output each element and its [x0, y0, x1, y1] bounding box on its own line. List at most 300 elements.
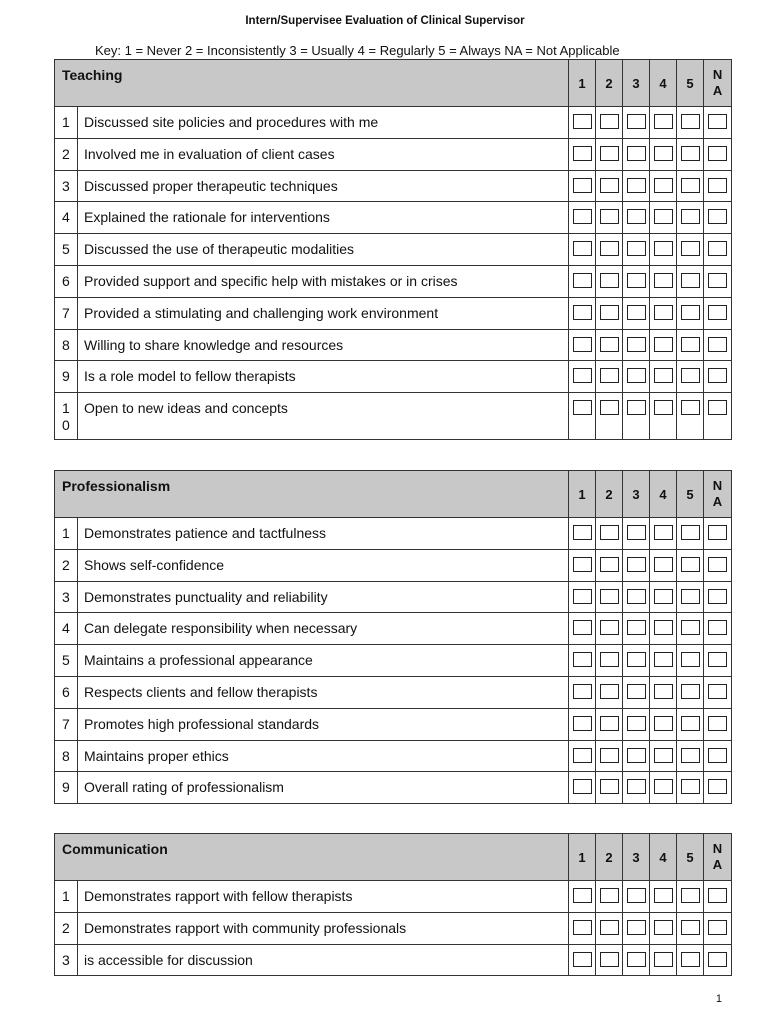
- rating-checkbox-na[interactable]: [708, 748, 727, 763]
- item-text: Provided support and specific help with mistakes or in crises: [78, 265, 569, 297]
- rating-checkbox-5[interactable]: [681, 748, 700, 763]
- rating-checkbox-4[interactable]: [654, 209, 673, 224]
- rating-cell: [623, 265, 650, 297]
- table-row: [55, 581, 732, 613]
- rating-cell: [596, 138, 623, 170]
- rating-checkbox-na[interactable]: [708, 716, 727, 731]
- item-text: Demonstrates patience and tactfulness: [78, 518, 569, 550]
- rating-cell: [677, 944, 704, 976]
- rating-checkbox-1[interactable]: [573, 209, 592, 224]
- rating-checkbox-5[interactable]: [681, 716, 700, 731]
- section-title: Communication: [55, 834, 569, 881]
- rating-cell: [623, 202, 650, 234]
- rating-checkbox-2[interactable]: [600, 400, 619, 415]
- rating-checkbox-4[interactable]: [654, 557, 673, 572]
- rating-label-na: [704, 471, 732, 518]
- rating-checkbox-4[interactable]: [654, 178, 673, 193]
- rating-checkbox-3[interactable]: [627, 209, 646, 224]
- rating-cell: [704, 613, 732, 645]
- rating-cell: [623, 944, 650, 976]
- rating-checkbox-5[interactable]: [681, 337, 700, 352]
- item-text: Promotes high professional standards: [78, 708, 569, 740]
- rating-checkbox-na[interactable]: [708, 888, 727, 903]
- rating-cell: [623, 708, 650, 740]
- section-header-row: [55, 471, 732, 518]
- item-number: 10: [55, 393, 78, 440]
- rating-checkbox-1[interactable]: [573, 400, 592, 415]
- rating-label-5: 5: [677, 471, 704, 518]
- rating-checkbox-1[interactable]: [573, 952, 592, 967]
- rating-checkbox-2[interactable]: [600, 779, 619, 794]
- table-row: [55, 297, 732, 329]
- rating-cell: [623, 740, 650, 772]
- rating-checkbox-4[interactable]: [654, 305, 673, 320]
- rating-checkbox-4[interactable]: [654, 620, 673, 635]
- rating-checkbox-na[interactable]: [708, 368, 727, 383]
- rating-checkbox-1[interactable]: [573, 241, 592, 256]
- rating-checkbox-4[interactable]: [654, 273, 673, 288]
- table-row: [55, 234, 732, 266]
- rating-checkbox-3[interactable]: [627, 779, 646, 794]
- rating-checkbox-4[interactable]: [654, 920, 673, 935]
- rating-label-2: 2: [596, 60, 623, 107]
- rating-checkbox-3[interactable]: [627, 748, 646, 763]
- rating-checkbox-2[interactable]: [600, 241, 619, 256]
- na-label-part: A: [712, 494, 723, 509]
- rating-cell: [650, 645, 677, 677]
- rating-checkbox-1[interactable]: [573, 920, 592, 935]
- item-number: 2: [55, 912, 78, 944]
- table-row: [55, 645, 732, 677]
- rating-label-3: 3: [623, 834, 650, 881]
- table-row: [55, 518, 732, 550]
- rating-cell: [650, 202, 677, 234]
- rating-checkbox-2[interactable]: [600, 748, 619, 763]
- rating-checkbox-2[interactable]: [600, 920, 619, 935]
- item-number: 3: [55, 581, 78, 613]
- rating-cell: [623, 645, 650, 677]
- rating-cell: [704, 881, 732, 913]
- rating-cell: [650, 107, 677, 139]
- rating-checkbox-3[interactable]: [627, 114, 646, 129]
- rating-cell: [650, 297, 677, 329]
- table-row: [55, 613, 732, 645]
- rating-checkbox-5[interactable]: [681, 114, 700, 129]
- rating-cell: [704, 581, 732, 613]
- rating-checkbox-5[interactable]: [681, 209, 700, 224]
- rating-checkbox-1[interactable]: [573, 888, 592, 903]
- rating-checkbox-3[interactable]: [627, 920, 646, 935]
- item-text: Is a role model to fellow therapists: [78, 361, 569, 393]
- rating-checkbox-2[interactable]: [600, 716, 619, 731]
- rating-checkbox-5[interactable]: [681, 952, 700, 967]
- rating-checkbox-1[interactable]: [573, 337, 592, 352]
- rating-checkbox-2[interactable]: [600, 525, 619, 540]
- rating-checkbox-2[interactable]: [600, 888, 619, 903]
- rating-cell: [596, 708, 623, 740]
- rating-checkbox-3[interactable]: [627, 178, 646, 193]
- rating-cell: [677, 138, 704, 170]
- rating-checkbox-na[interactable]: [708, 652, 727, 667]
- item-number: 5: [55, 645, 78, 677]
- rating-checkbox-5[interactable]: [681, 241, 700, 256]
- rating-cell: [569, 676, 596, 708]
- item-number: 2: [55, 138, 78, 170]
- rating-checkbox-na[interactable]: [708, 557, 727, 572]
- rating-checkbox-2[interactable]: [600, 589, 619, 604]
- rating-checkbox-3[interactable]: [627, 589, 646, 604]
- item-number: 4: [55, 613, 78, 645]
- rating-checkbox-3[interactable]: [627, 525, 646, 540]
- rating-cell: [623, 297, 650, 329]
- rating-label-na: [704, 834, 732, 881]
- rating-cell: [650, 881, 677, 913]
- form-title: Intern/Supervisee Evaluation of Clinical Supervisor: [245, 15, 525, 27]
- rating-cell: [596, 518, 623, 550]
- rating-cell: [569, 138, 596, 170]
- rating-cell: [677, 645, 704, 677]
- rating-checkbox-4[interactable]: [654, 525, 673, 540]
- item-text: is accessible for discussion: [78, 944, 569, 976]
- rating-cell: [569, 265, 596, 297]
- rating-cell: [704, 361, 732, 393]
- rating-cell: [569, 202, 596, 234]
- rating-cell: [650, 170, 677, 202]
- section-teaching: [54, 59, 731, 440]
- rating-cell: [623, 518, 650, 550]
- rating-cell: [677, 234, 704, 266]
- rating-cell: [650, 912, 677, 944]
- rating-cell: [569, 170, 596, 202]
- rating-checkbox-1[interactable]: [573, 178, 592, 193]
- rating-checkbox-4[interactable]: [654, 589, 673, 604]
- rating-cell: [704, 170, 732, 202]
- rating-checkbox-2[interactable]: [600, 620, 619, 635]
- item-number: 1: [55, 518, 78, 550]
- rating-cell: [677, 676, 704, 708]
- rating-checkbox-3[interactable]: [627, 146, 646, 161]
- rating-checkbox-na[interactable]: [708, 400, 727, 415]
- rating-checkbox-5[interactable]: [681, 557, 700, 572]
- rating-checkbox-5[interactable]: [681, 888, 700, 903]
- rating-checkbox-1[interactable]: [573, 557, 592, 572]
- item-text: Respects clients and fellow therapists: [78, 676, 569, 708]
- rating-checkbox-5[interactable]: [681, 589, 700, 604]
- rating-checkbox-5[interactable]: [681, 920, 700, 935]
- rating-cell: [569, 772, 596, 804]
- item-number: 8: [55, 740, 78, 772]
- rating-checkbox-5[interactable]: [681, 146, 700, 161]
- rating-cell: [704, 202, 732, 234]
- item-text: Can delegate responsibility when necessary: [78, 613, 569, 645]
- rating-cell: [596, 581, 623, 613]
- section-title: Teaching: [55, 60, 569, 107]
- rating-checkbox-2[interactable]: [600, 557, 619, 572]
- rating-checkbox-na[interactable]: [708, 779, 727, 794]
- rating-checkbox-4[interactable]: [654, 241, 673, 256]
- rating-checkbox-5[interactable]: [681, 652, 700, 667]
- item-number: 1: [55, 107, 78, 139]
- rating-checkbox-3[interactable]: [627, 620, 646, 635]
- rating-checkbox-1[interactable]: [573, 652, 592, 667]
- rating-cell: [704, 107, 732, 139]
- rating-cell: [569, 393, 596, 440]
- rating-checkbox-5[interactable]: [681, 305, 700, 320]
- rating-checkbox-4[interactable]: [654, 400, 673, 415]
- rating-cell: [677, 581, 704, 613]
- rating-checkbox-5[interactable]: [681, 684, 700, 699]
- rating-checkbox-3[interactable]: [627, 716, 646, 731]
- item-number: 5: [55, 234, 78, 266]
- rating-cell: [623, 329, 650, 361]
- rating-label-1: 1: [569, 471, 596, 518]
- rating-checkbox-na[interactable]: [708, 241, 727, 256]
- table-row: [55, 393, 732, 440]
- rating-cell: [623, 234, 650, 266]
- rating-cell: [677, 708, 704, 740]
- rating-cell: [623, 772, 650, 804]
- rating-table: [54, 833, 732, 976]
- rating-label-1: 1: [569, 834, 596, 881]
- rating-checkbox-2[interactable]: [600, 146, 619, 161]
- rating-checkbox-4[interactable]: [654, 337, 673, 352]
- rating-checkbox-2[interactable]: [600, 178, 619, 193]
- rating-checkbox-4[interactable]: [654, 952, 673, 967]
- rating-cell: [569, 708, 596, 740]
- na-label-part: A: [712, 857, 723, 872]
- rating-checkbox-1[interactable]: [573, 368, 592, 383]
- rating-cell: [677, 265, 704, 297]
- rating-checkbox-5[interactable]: [681, 368, 700, 383]
- item-number: 3: [55, 944, 78, 976]
- rating-checkbox-2[interactable]: [600, 305, 619, 320]
- page-number: 1: [715, 993, 722, 1005]
- rating-checkbox-1[interactable]: [573, 684, 592, 699]
- item-text: Shows self-confidence: [78, 549, 569, 581]
- item-text: Overall rating of professionalism: [78, 772, 569, 804]
- rating-checkbox-1[interactable]: [573, 305, 592, 320]
- rating-cell: [650, 740, 677, 772]
- rating-cell: [623, 549, 650, 581]
- rating-checkbox-2[interactable]: [600, 952, 619, 967]
- rating-cell: [677, 107, 704, 139]
- rating-cell: [596, 265, 623, 297]
- rating-checkbox-3[interactable]: [627, 557, 646, 572]
- rating-checkbox-4[interactable]: [654, 779, 673, 794]
- rating-checkbox-1[interactable]: [573, 779, 592, 794]
- item-text: Willing to share knowledge and resources: [78, 329, 569, 361]
- table-row: [55, 708, 732, 740]
- item-number: 6: [55, 265, 78, 297]
- rating-checkbox-4[interactable]: [654, 146, 673, 161]
- rating-checkbox-1[interactable]: [573, 146, 592, 161]
- rating-checkbox-na[interactable]: [708, 146, 727, 161]
- rating-cell: [623, 393, 650, 440]
- rating-checkbox-1[interactable]: [573, 525, 592, 540]
- rating-cell: [704, 676, 732, 708]
- rating-checkbox-na[interactable]: [708, 620, 727, 635]
- rating-cell: [623, 170, 650, 202]
- rating-checkbox-na[interactable]: [708, 337, 727, 352]
- rating-checkbox-5[interactable]: [681, 525, 700, 540]
- rating-cell: [569, 518, 596, 550]
- rating-checkbox-3[interactable]: [627, 273, 646, 288]
- rating-cell: [677, 361, 704, 393]
- section-header-row: [55, 834, 732, 881]
- item-text: Involved me in evaluation of client cases: [78, 138, 569, 170]
- rating-checkbox-4[interactable]: [654, 888, 673, 903]
- rating-cell: [569, 912, 596, 944]
- table-row: [55, 740, 732, 772]
- item-number: 2: [55, 549, 78, 581]
- rating-cell: [623, 912, 650, 944]
- item-number: 9: [55, 361, 78, 393]
- rating-checkbox-na[interactable]: [708, 273, 727, 288]
- rating-checkbox-3[interactable]: [627, 888, 646, 903]
- rating-checkbox-na[interactable]: [708, 305, 727, 320]
- table-row: [55, 549, 732, 581]
- rating-cell: [596, 944, 623, 976]
- rating-checkbox-2[interactable]: [600, 209, 619, 224]
- rating-cell: [677, 740, 704, 772]
- table-row: [55, 944, 732, 976]
- rating-cell: [623, 613, 650, 645]
- rating-checkbox-4[interactable]: [654, 684, 673, 699]
- rating-cell: [596, 676, 623, 708]
- rating-cell: [704, 772, 732, 804]
- rating-cell: [596, 107, 623, 139]
- rating-checkbox-5[interactable]: [681, 779, 700, 794]
- rating-checkbox-na[interactable]: [708, 684, 727, 699]
- rating-cell: [596, 881, 623, 913]
- rating-cell: [704, 912, 732, 944]
- rating-checkbox-4[interactable]: [654, 652, 673, 667]
- item-text: Maintains proper ethics: [78, 740, 569, 772]
- rating-checkbox-na[interactable]: [708, 525, 727, 540]
- rating-cell: [650, 393, 677, 440]
- rating-label-5: 5: [677, 60, 704, 107]
- rating-cell: [704, 740, 732, 772]
- rating-checkbox-3[interactable]: [627, 684, 646, 699]
- table-row: [55, 676, 732, 708]
- rating-cell: [650, 944, 677, 976]
- item-text: Discussed the use of therapeutic modalities: [78, 234, 569, 266]
- rating-checkbox-3[interactable]: [627, 368, 646, 383]
- rating-cell: [650, 581, 677, 613]
- rating-cell: [623, 138, 650, 170]
- rating-key: Key: 1 = Never 2 = Inconsistently 3 = Usually 4 = Regularly 5 = Always NA = Not Applicable: [95, 43, 620, 58]
- rating-cell: [704, 645, 732, 677]
- rating-checkbox-3[interactable]: [627, 241, 646, 256]
- rating-checkbox-2[interactable]: [600, 684, 619, 699]
- rating-checkbox-1[interactable]: [573, 748, 592, 763]
- rating-cell: [569, 329, 596, 361]
- rating-checkbox-1[interactable]: [573, 273, 592, 288]
- rating-cell: [704, 708, 732, 740]
- item-text: Provided a stimulating and challenging work environment: [78, 297, 569, 329]
- rating-cell: [596, 361, 623, 393]
- rating-checkbox-3[interactable]: [627, 400, 646, 415]
- table-row: [55, 265, 732, 297]
- table-row: [55, 881, 732, 913]
- rating-checkbox-5[interactable]: [681, 620, 700, 635]
- rating-checkbox-na[interactable]: [708, 952, 727, 967]
- rating-checkbox-3[interactable]: [627, 952, 646, 967]
- rating-checkbox-4[interactable]: [654, 716, 673, 731]
- rating-cell: [596, 549, 623, 581]
- rating-checkbox-5[interactable]: [681, 273, 700, 288]
- rating-checkbox-na[interactable]: [708, 178, 727, 193]
- rating-checkbox-na[interactable]: [708, 920, 727, 935]
- rating-cell: [677, 202, 704, 234]
- rating-checkbox-4[interactable]: [654, 748, 673, 763]
- rating-cell: [596, 234, 623, 266]
- rating-cell: [596, 170, 623, 202]
- rating-cell: [704, 329, 732, 361]
- rating-checkbox-3[interactable]: [627, 337, 646, 352]
- rating-cell: [569, 740, 596, 772]
- rating-cell: [677, 772, 704, 804]
- rating-cell: [596, 202, 623, 234]
- rating-checkbox-2[interactable]: [600, 368, 619, 383]
- rating-cell: [650, 138, 677, 170]
- rating-cell: [677, 912, 704, 944]
- rating-table: [54, 59, 732, 440]
- rating-cell: [704, 265, 732, 297]
- rating-checkbox-1[interactable]: [573, 620, 592, 635]
- rating-label-na: [704, 60, 732, 107]
- rating-cell: [596, 393, 623, 440]
- item-text: Discussed site policies and procedures with me: [78, 107, 569, 139]
- rating-checkbox-3[interactable]: [627, 305, 646, 320]
- rating-cell: [650, 518, 677, 550]
- rating-checkbox-5[interactable]: [681, 178, 700, 193]
- rating-checkbox-1[interactable]: [573, 589, 592, 604]
- item-number: 1: [55, 881, 78, 913]
- rating-cell: [596, 645, 623, 677]
- rating-cell: [623, 361, 650, 393]
- rating-checkbox-na[interactable]: [708, 114, 727, 129]
- rating-checkbox-na[interactable]: [708, 209, 727, 224]
- rating-checkbox-na[interactable]: [708, 589, 727, 604]
- item-number: 7: [55, 708, 78, 740]
- rating-cell: [569, 107, 596, 139]
- rating-cell: [704, 138, 732, 170]
- rating-checkbox-2[interactable]: [600, 273, 619, 288]
- rating-cell: [596, 740, 623, 772]
- rating-checkbox-2[interactable]: [600, 337, 619, 352]
- rating-checkbox-2[interactable]: [600, 652, 619, 667]
- rating-label-4: 4: [650, 834, 677, 881]
- rating-checkbox-3[interactable]: [627, 652, 646, 667]
- rating-cell: [569, 234, 596, 266]
- item-text: Demonstrates rapport with community professionals: [78, 912, 569, 944]
- rating-cell: [596, 297, 623, 329]
- rating-checkbox-5[interactable]: [681, 400, 700, 415]
- item-number: 6: [55, 676, 78, 708]
- rating-checkbox-2[interactable]: [600, 114, 619, 129]
- rating-checkbox-4[interactable]: [654, 368, 673, 383]
- table-row: [55, 361, 732, 393]
- rating-cell: [596, 912, 623, 944]
- rating-cell: [623, 676, 650, 708]
- rating-checkbox-1[interactable]: [573, 716, 592, 731]
- rating-checkbox-1[interactable]: [573, 114, 592, 129]
- rating-checkbox-4[interactable]: [654, 114, 673, 129]
- rating-cell: [623, 107, 650, 139]
- item-text: Open to new ideas and concepts: [78, 393, 569, 440]
- rating-cell: [569, 361, 596, 393]
